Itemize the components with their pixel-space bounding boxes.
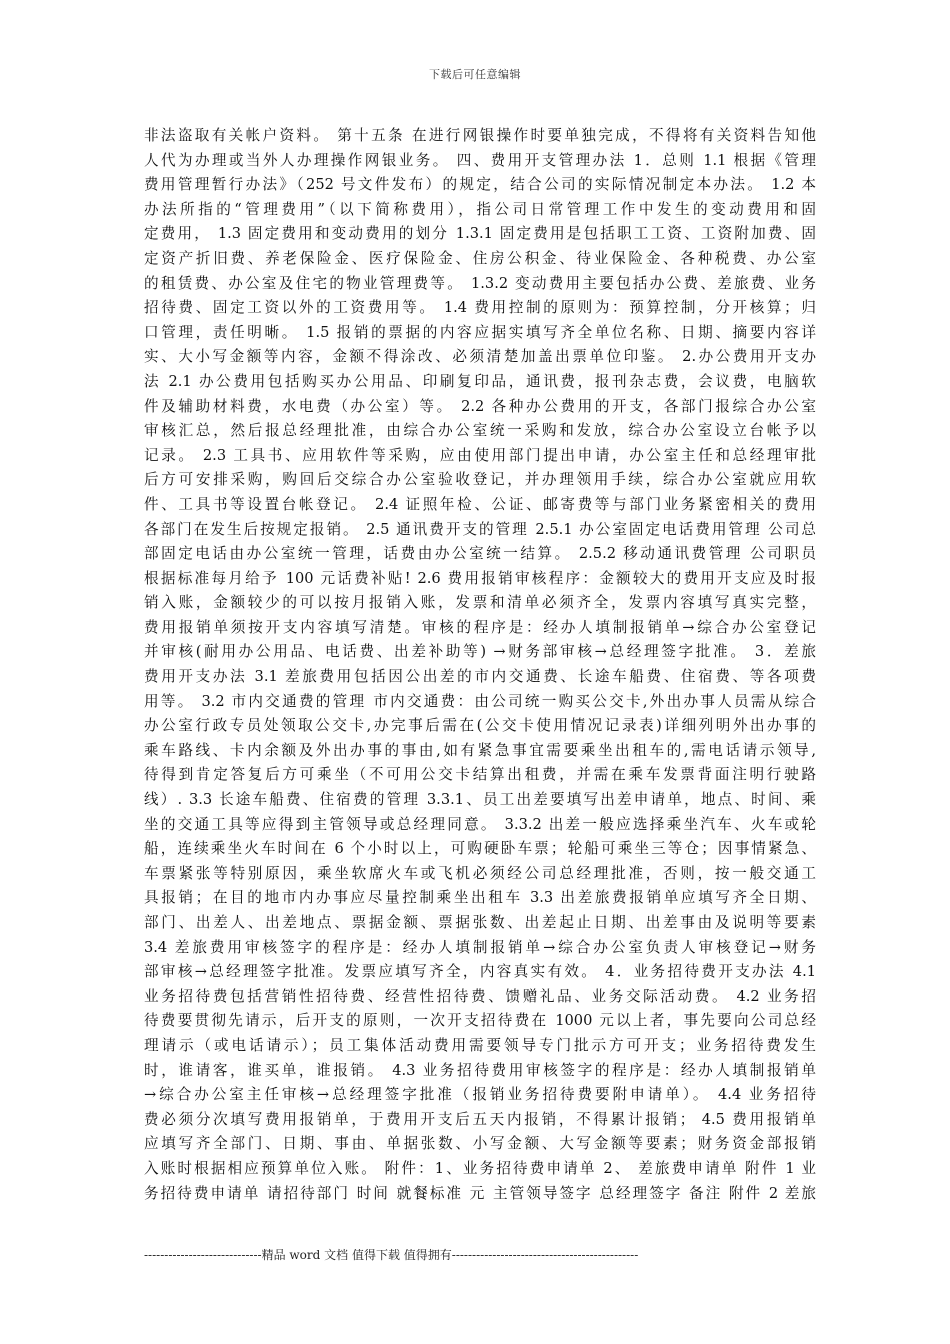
text-line: 办公室行政专员处领取公交卡,办完事后需在(公交卡使用情况记录表)详细列明外出办事的: [144, 717, 816, 735]
text-line: 费用报销单须按开支内容填写清楚。审核的程序是：经办人填制报销单→综合办公室登记: [144, 618, 816, 636]
text-line: 船，连续乘坐火车时间在 6 个小时以上，可购硬卧车票；轮船可乘坐三等仓；因事情紧急、: [144, 840, 816, 858]
text-line: 的租赁费、办公室及住宅的物业管理费等。 1.3.2 变动费用主要包括办公费、差旅费、业务: [144, 274, 816, 292]
text-line: →综合办公室主任审核→总经理签字批准（报销业务招待费要附申请单）。 4.4 业务招待: [144, 1086, 816, 1104]
text-line: 口管理，责任明晰。 1.5 报销的票据的内容应据实填写齐全单位名称、日期、摘要内容详: [144, 323, 816, 341]
text-line: 部审核→总经理签字批准。发票应填写齐全，内容真实有效。 4．业务招待费开支办法 4.1: [144, 963, 816, 981]
text-line: 乘车路线、卡内余额及外出办事的事由,如有紧急事宜需要乘坐出租车的,需电话请示领导,: [144, 741, 816, 759]
text-line: 招待费、固定工资以外的工资费用等。 1.4 费用控制的原则为：预算控制，分开核算；归: [144, 299, 816, 317]
text-line: 销入账，金额较少的可以按月报销入账，发票和清单必须齐全，发票内容填写真实完整，: [144, 594, 816, 612]
document-body: [144, 124, 816, 1206]
text-line: 3.4 差旅费用审核签字的程序是：经办人填制报销单→综合办公室负责人审核登记→财务: [144, 938, 816, 956]
page-header: 下载后可任意编辑: [429, 68, 521, 81]
text-line: 业务招待费包括营销性招待费、经营性招待费、馈赠礼品、业务交际活动费。 4.2 业务招: [144, 987, 816, 1005]
text-line: 人代为办理或当外人办理操作网银业务。 四、费用开支管理办法 1．总则 1.1 根据《管理: [144, 151, 816, 169]
text-line: 记录。 2.3 工具书、应用软件等采购，应由使用部门提出申请，办公室主任和总经理审批: [144, 446, 816, 464]
text-line: 根据标准每月给予 100 元话费补贴! 2.6 费用报销审核程序：金额较大的费用开支应及时报: [144, 569, 816, 587]
text-line: 用等。 3.2 市内交通费的管理 市内交通费：由公司统一购买公交卡,外出办事人员需从综合: [144, 692, 816, 710]
text-line: 部固定电话由办公室统一管理，话费由办公室统一结算。 2.5.2 移动通讯费管理 公司职员: [144, 545, 816, 563]
text-line: 费用管理暂行办法》（252 号文件发布）的规定，结合公司的实际情况制定本办法。 1.2 本: [144, 176, 816, 194]
text-line: 费必须分次填写费用报销单，于费用开支后五天内报销，不得累计报销； 4.5 费用报销单: [144, 1110, 816, 1128]
text-line: 实、大小写金额等内容，金额不得涂改、必须清楚加盖出票单位印鉴。 2.办公费用开支办: [144, 348, 816, 366]
text-line: 应填写齐全部门、日期、事由、单据张数、小写金额、大写金额等要素；财务资金部报销: [144, 1135, 816, 1153]
text-line: 件及辅助材料费，水电费（办公室）等。 2.2 各种办公费用的开支，各部门报综合办公室: [144, 397, 816, 415]
text-line: 办法所指的“管理费用”（以下简称费用），指公司日常管理工作中发生的变动费用和固: [144, 200, 816, 218]
text-line: 待费要贯彻先请示，后开支的原则，一次开支招待费在 1000 元以上者，事先要向公司总经: [144, 1012, 816, 1030]
text-line: 务招待费申请单 请招待部门 时间 就餐标准 元 主管领导签字 总经理签字 备注 附件 2 差旅: [144, 1184, 816, 1202]
text-line: 件、工具书等设置台帐登记。 2.4 证照年检、公证、邮寄费等与部门业务紧密相关的费用: [144, 495, 816, 513]
page-footer: -----------------------------精品 word 文档 值得下载 值得拥有----------------------------------------------: [144, 1248, 639, 1262]
text-line: 线）. 3.3 长途车船费、住宿费的管理 3.3.1、员工出差要填写出差申请单，地点、时间、乘: [144, 791, 816, 809]
text-line: 定资产折旧费、养老保险金、医疗保险金、住房公积金、待业保险金、各种税费、办公室: [144, 249, 816, 267]
text-line: 各部门在发生后按规定报销。 2.5 通讯费开支的管理 2.5.1 办公室固定电话费用管理 公司总: [144, 520, 816, 538]
text-line: 审核汇总，然后报总经理批准，由综合办公室统一采购和发放，综合办公室设立台帐予以: [144, 422, 816, 440]
text-line: 费用开支办法 3.1 差旅费用包括因公出差的市内交通费、长途车船费、住宿费、等各项费: [144, 668, 816, 686]
text-line: 坐的交通工具等应得到主管领导或总经理同意。 3.3.2 出差一般应选择乘坐汽车、火车或轮: [144, 815, 816, 833]
text-line: 后方可安排采购，购回后交综合办公室验收登记，并办理领用手续，综合办公室就应用软: [144, 471, 816, 489]
text-line: 部门、出差人、出差地点、票据金额、票据张数、出差起止日期、出差事由及说明等要素: [144, 914, 816, 931]
text-line: 待得到肯定答复后方可乘坐（不可用公交卡结算出租费，并需在乘车发票背面注明行驶路: [144, 766, 816, 784]
text-line: 非法盗取有关帐户资料。 第十五条 在进行网银操作时要单独完成，不得将有关资料告知他: [144, 127, 816, 144]
text-line: 具报销；在目的地市内办事应尽量控制乘坐出租车 3.3 出差旅费报销单应填写齐全日期、: [144, 889, 816, 907]
text-line: 车票紧张等特别原因，乘坐软席火车或飞机必须经公司总经理批准，否则，按一般交通工: [144, 864, 816, 882]
text-line: 理请示（或电话请示）；员工集体活动费用需要领导专门批示方可开支；业务招待费发生: [144, 1036, 816, 1054]
text-line: 时，谁请客，谁买单，谁报销。 4.3 业务招待费用审核签字的程序是：经办人填制报销单: [144, 1061, 816, 1079]
text-line: 并审核(耐用办公用品、电话费、出差补助等) →财务部审核→总经理签字批准。 3．差旅: [144, 643, 816, 661]
text-line: 定费用， 1.3 固定费用和变动费用的划分 1.3.1 固定费用是包括职工工资、工资附加费、固: [144, 225, 816, 243]
text-line: 法 2.1 办公费用包括购买办公用品、印刷复印品，通讯费，报刊杂志费，会议费，电脑软: [144, 372, 816, 390]
text-line: 入账时根据相应预算单位入账。 附件：1、业务招待费申请单 2、 差旅费申请单 附件 1 业: [144, 1159, 816, 1177]
